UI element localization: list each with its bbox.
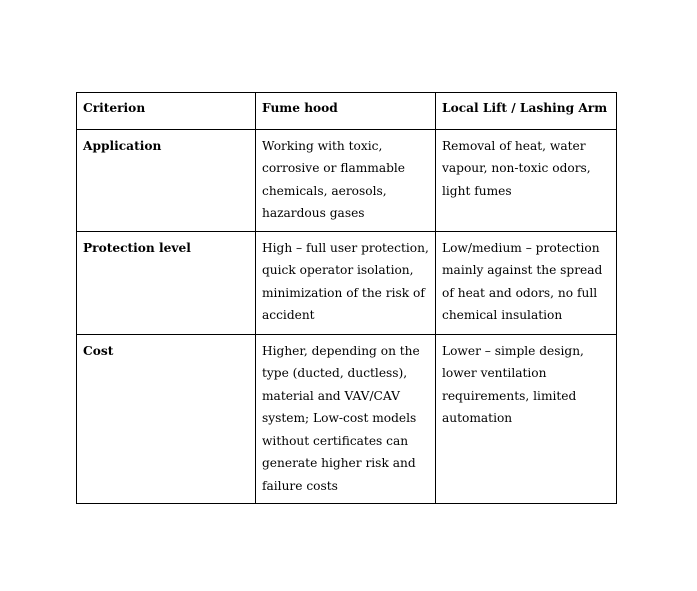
local-lift-cell: Lower – simple design, lower ventilation requirements, limited automation [436,334,617,504]
header-fume-hood: Fume hood [256,93,436,130]
fume-hood-cell: Higher, depending on the type (ducted, ductless), material and VAV/CAV system; Low-cost models without certificates can generate higher risk and failure costs [256,334,436,504]
criterion-cell: Cost [77,334,256,504]
table-header-row [77,93,617,130]
table-row [77,129,617,231]
fume-hood-cell: High – full user protection, quick operator isolation, minimization of the risk of accident [256,231,436,334]
table-row [77,334,617,504]
local-lift-cell: Removal of heat, water vapour, non-toxic odors, light fumes [436,129,617,231]
header-criterion: Criterion [77,93,256,130]
fume-hood-cell: Working with toxic, corrosive or flammable chemicals, aerosols, hazardous gases [256,129,436,231]
header-local-lift: Local Lift / Lashing Arm [436,93,617,130]
table-row [77,231,617,334]
criterion-cell: Application [77,129,256,231]
criterion-cell: Protection level [77,231,256,334]
comparison-table [76,92,617,504]
local-lift-cell: Low/medium – protection mainly against the spread of heat and odors, no full chemical insulation [436,231,617,334]
